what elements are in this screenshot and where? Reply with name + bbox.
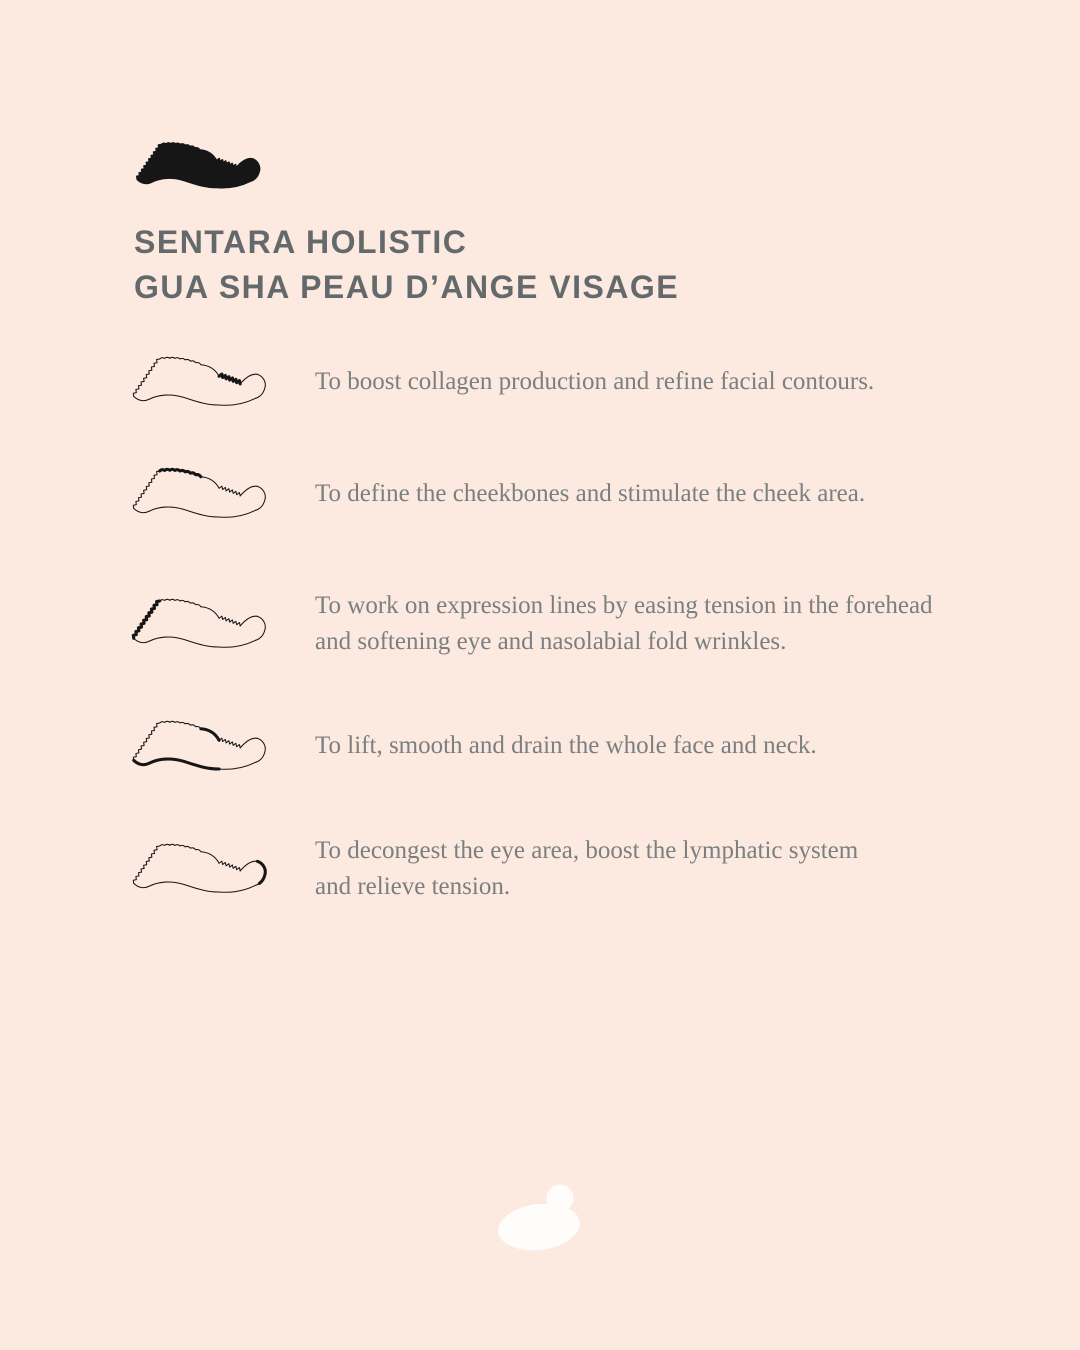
benefit-text: To define the cheekbones and stimulate the cheek area. (315, 480, 866, 507)
pebble-logo-dot (547, 1185, 574, 1212)
benefit-text: To lift, smooth and drain the whole face and neck. (315, 732, 817, 759)
benefit-row (128, 352, 1068, 412)
page-title (134, 220, 679, 310)
benefit-text: To decongest the eye area, boost the lymphatic system and relieve tension. (315, 837, 859, 900)
pebble-logo-body (497, 1199, 582, 1255)
gua-sha-notch-edge-icon (128, 352, 268, 412)
benefits-list (128, 352, 1068, 905)
title-line-2: GUA SHA PEAU D’ANGE VISAGE (134, 269, 680, 305)
gua-sha-silhouette-icon (132, 138, 262, 196)
benefit-text: To boost collagen production and refine facial contours. (315, 368, 875, 395)
benefit-row (128, 588, 1068, 660)
benefit-text: To work on expression lines by easing tension in the forehead and softening eye and nasolabial fold wrinkles. (315, 592, 933, 655)
title-line-1: SENTARA HOLISTIC (134, 224, 468, 260)
benefit-row (128, 833, 1068, 905)
benefit-row (128, 716, 1068, 776)
gua-sha-smooth-edge-icon (128, 716, 268, 776)
pebble-logo (497, 1183, 587, 1255)
gua-sha-left-edge-icon (128, 594, 268, 654)
benefit-row (128, 464, 1068, 524)
gua-sha-top-edge-icon (128, 464, 268, 524)
gua-sha-right-tip-icon (128, 839, 268, 899)
